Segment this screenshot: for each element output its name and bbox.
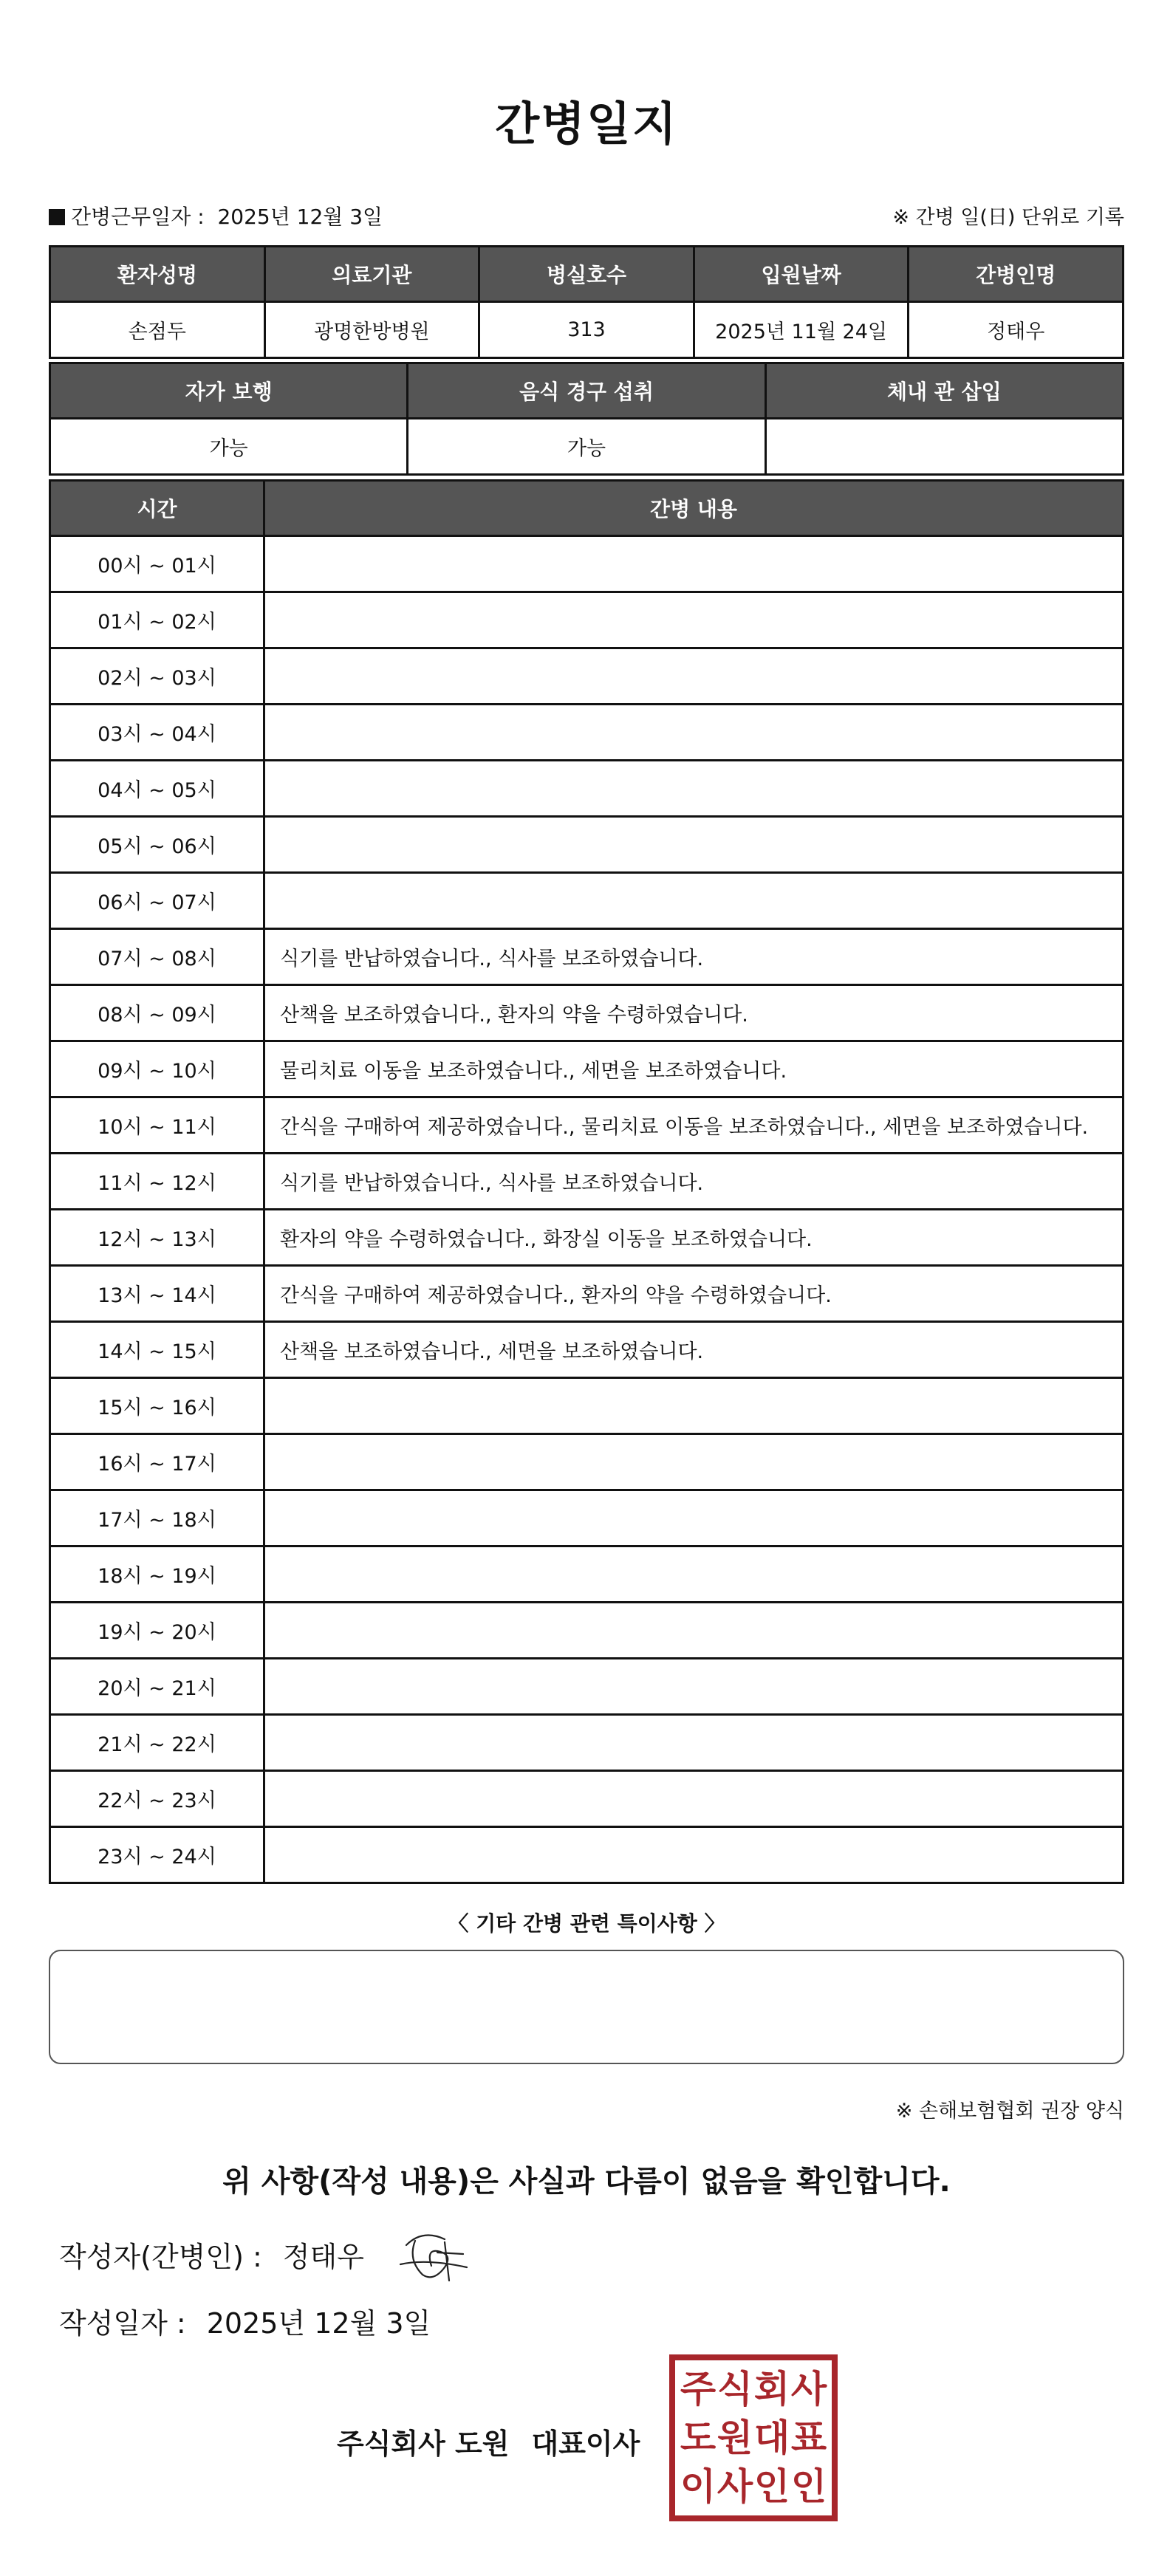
header-care-content: 간병 내용 [264,481,1124,536]
care-log-row [50,705,1124,761]
care-log-row [50,1041,1124,1097]
care-log-time: 21시 ~ 22시 [50,1715,264,1771]
care-log-time: 10시 ~ 11시 [50,1097,264,1154]
seal-characters [680,2365,827,2511]
care-log-content: 식기를 반납하였습니다., 식사를 보조하였습니다. [264,929,1124,985]
care-log-row [50,1322,1124,1378]
care-log-time: 02시 ~ 03시 [50,648,264,705]
care-log-row [50,648,1124,705]
care-log-row [50,817,1124,873]
care-log-content [264,1490,1124,1546]
seal-character: 표 [790,2416,827,2459]
square-bullet-icon [49,209,65,225]
care-log-time: 14시 ~ 15시 [50,1322,264,1378]
care-log-content: 식기를 반납하였습니다., 식사를 보조하였습니다. [264,1154,1124,1210]
care-log-time: 20시 ~ 21시 [50,1659,264,1715]
care-log-time: 16시 ~ 17시 [50,1434,264,1490]
admission-date: 2025년 11월 24일 [694,302,909,358]
patient-info-value-row [50,302,1124,358]
seal-character: 인 [753,2465,790,2508]
care-log-row [50,1827,1124,1883]
care-log-time: 07시 ~ 08시 [50,929,264,985]
seal-character: 식 [717,2368,753,2411]
care-log-time: 00시 ~ 01시 [50,536,264,592]
care-date-line [49,201,383,230]
care-log-content [264,761,1124,817]
care-log-time: 11시 ~ 12시 [50,1154,264,1210]
header-tube-insertion: 체내 관 삽입 [765,363,1123,419]
patient-name: 손점두 [50,302,265,358]
remarks-box [49,1950,1124,2064]
care-log-row [50,1603,1124,1659]
document-title: 간병일지 [495,97,678,151]
care-log-row [50,1154,1124,1210]
seal-character: 이 [680,2465,717,2508]
care-log-row [50,1378,1124,1434]
care-log-row [50,1210,1124,1266]
care-log-time: 01시 ~ 02시 [50,592,264,648]
care-log-row [50,1266,1124,1322]
care-log-row [50,1434,1124,1490]
care-date-value: 2025년 12월 3일 [217,205,383,229]
company-line [337,2421,640,2462]
care-log-content [264,592,1124,648]
care-log-row [50,1490,1124,1546]
care-log-time: 17시 ~ 18시 [50,1490,264,1546]
care-log-time: 04시 ~ 05시 [50,761,264,817]
care-log-content: 환자의 약을 수령하였습니다., 화장실 이동을 보조하였습니다. [264,1210,1124,1266]
status-header-row [50,363,1124,419]
write-date-line [59,2301,431,2341]
patient-info-table [49,245,1124,359]
care-log-content: 간식을 구매하여 제공하였습니다., 물리치료 이동을 보조하였습니다., 세면을 보조하였습니다. [264,1097,1124,1154]
header-caregiver: 간병인명 [909,247,1124,302]
header-hospital: 의료기관 [264,247,479,302]
seal-character: 대 [753,2416,790,2459]
care-log-row [50,929,1124,985]
care-log-content [264,1715,1124,1771]
header-self-walking: 자가 보행 [50,363,408,419]
seal-character: 회 [753,2368,790,2411]
oral-intake-value: 가능 [408,419,765,475]
care-log-time: 19시 ~ 20시 [50,1603,264,1659]
care-log-content: 물리치료 이동을 보조하였습니다., 세면을 보조하였습니다. [264,1041,1124,1097]
seal-character: 인 [790,2465,827,2508]
write-date-value: 2025년 12월 3일 [206,2307,431,2340]
handwritten-signature [393,2223,474,2289]
care-log-time: 03시 ~ 04시 [50,705,264,761]
care-log-content [264,1827,1124,1883]
care-log-content [264,705,1124,761]
care-log-time: 23시 ~ 24시 [50,1827,264,1883]
writer-name: 정태우 [282,2241,364,2273]
care-log-time: 12시 ~ 13시 [50,1210,264,1266]
header-patient-name: 환자성명 [50,247,265,302]
remarks-title: 〈 기타 간병 관련 특이사항 〉 [448,1911,725,1936]
self-walking-value: 가능 [50,419,408,475]
care-log-content: 산책을 보조하였습니다., 세면을 보조하였습니다. [264,1322,1124,1378]
seal-character: 도 [680,2416,717,2459]
care-log-content: 간식을 구매하여 제공하였습니다., 환자의 약을 수령하였습니다. [264,1266,1124,1322]
care-log-content [264,1603,1124,1659]
care-log-row [50,761,1124,817]
care-log-row [50,985,1124,1041]
status-value-row [50,419,1124,475]
care-log-table [49,479,1124,1884]
seal-character: 주 [680,2368,717,2411]
seal-character: 사 [790,2368,827,2411]
care-log-time: 06시 ~ 07시 [50,873,264,929]
care-log-row [50,873,1124,929]
header-oral-intake: 음식 경구 섭취 [408,363,765,419]
seal-character: 사 [717,2465,753,2508]
tube-insertion-value [765,419,1123,475]
care-log-row [50,1771,1124,1827]
care-log-row [50,592,1124,648]
care-log-row [50,536,1124,592]
company-representative: 대표이사 [531,2428,640,2460]
care-log-header-row [50,481,1124,536]
care-log-time: 15시 ~ 16시 [50,1378,264,1434]
record-unit-note: ※ 간병 일(日) 단위로 기록 [892,206,1124,229]
header-admission-date: 입원날짜 [694,247,909,302]
write-date-label: 작성일자 : [59,2307,186,2340]
care-log-row [50,1546,1124,1603]
care-log-content [264,1771,1124,1827]
care-log-content: 산책을 보조하였습니다., 환자의 약을 수령하였습니다. [264,985,1124,1041]
care-date-label: 간병근무일자 : [71,205,205,229]
care-log-time: 13시 ~ 14시 [50,1266,264,1322]
care-log-content [264,1659,1124,1715]
care-log-time: 08시 ~ 09시 [50,985,264,1041]
care-log-content [264,817,1124,873]
care-log-content [264,1378,1124,1434]
care-log-time: 09시 ~ 10시 [50,1041,264,1097]
recommended-form-note: ※ 손해보험협회 권장 양식 [895,2100,1124,2123]
company-name: 주식회사 도원 [337,2428,510,2460]
care-log-body [50,536,1124,1883]
care-log-row [50,1659,1124,1715]
care-log-row [50,1715,1124,1771]
header-time: 시간 [50,481,264,536]
confirmation-statement: 위 사항(작성 내용)은 사실과 다름이 없음을 확인합니다. [222,2165,951,2199]
patient-status-table [49,362,1124,476]
care-log-content [264,1434,1124,1490]
company-seal-stamp [669,2354,838,2521]
caregiver-name: 정태우 [909,302,1124,358]
care-log-time: 05시 ~ 06시 [50,817,264,873]
writer-line [59,2234,364,2275]
writer-label: 작성자(간병인) : [59,2241,262,2273]
room-number: 313 [479,302,694,358]
header-room: 병실호수 [479,247,694,302]
care-log-content [264,648,1124,705]
patient-info-header-row [50,247,1124,302]
care-log-time: 18시 ~ 19시 [50,1546,264,1603]
seal-character: 원 [717,2416,753,2459]
care-log-content [264,536,1124,592]
care-log-content [264,1546,1124,1603]
hospital-name: 광명한방병원 [264,302,479,358]
care-log-content [264,873,1124,929]
care-log-time: 22시 ~ 23시 [50,1771,264,1827]
care-log-row [50,1097,1124,1154]
